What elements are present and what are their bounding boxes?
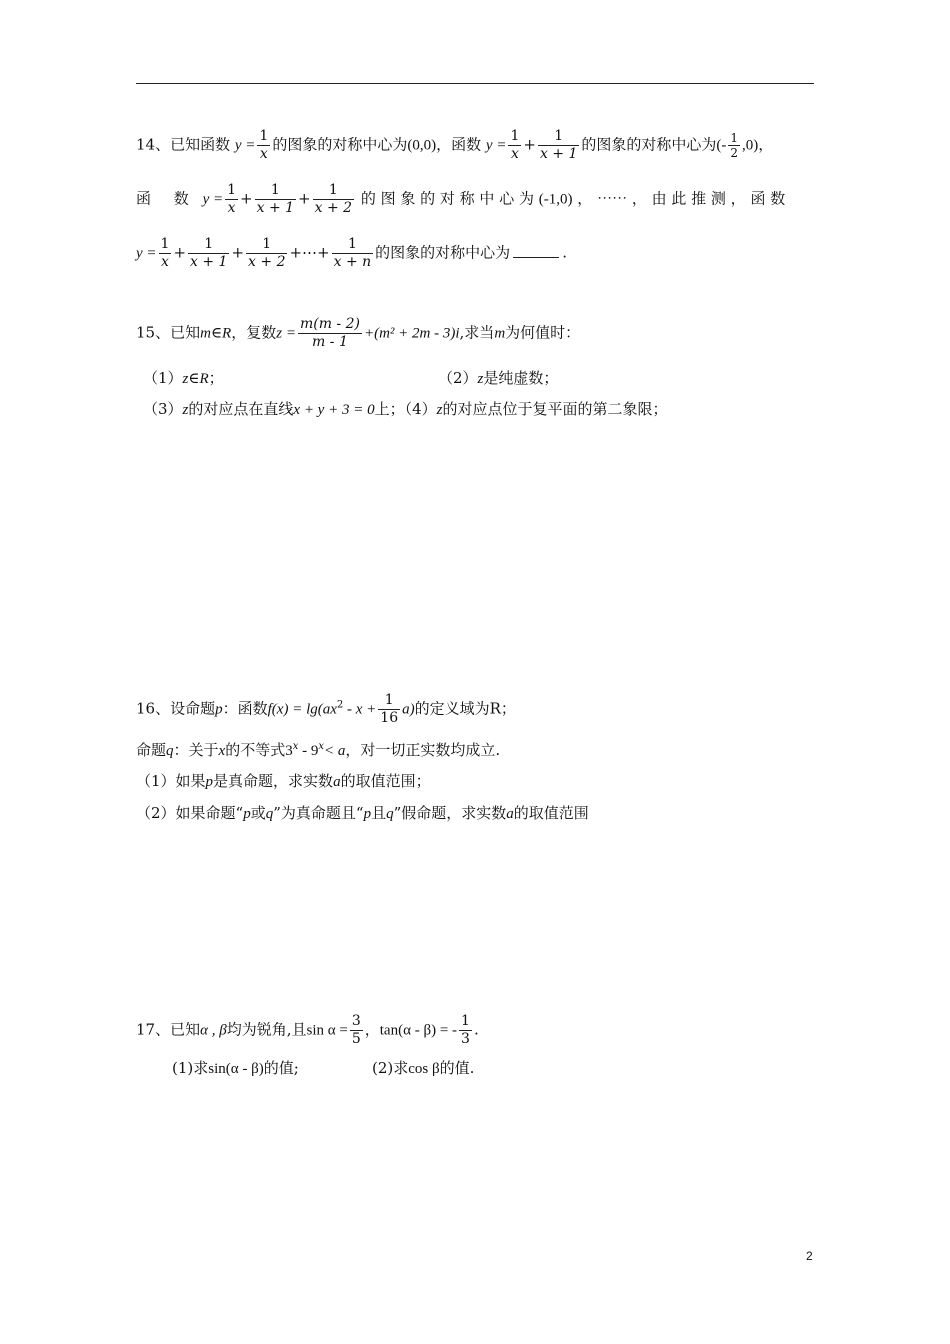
math: sin α = <box>306 1022 348 1039</box>
math: + <box>173 243 187 262</box>
q14-line-2 <box>136 182 785 217</box>
math: q <box>166 743 174 759</box>
fraction <box>255 182 296 217</box>
denominator: 5 <box>351 1031 361 1047</box>
text: 的取值范围 <box>513 804 589 822</box>
math: 3 <box>285 743 293 759</box>
denominator: x + 1 <box>256 200 295 216</box>
denominator: 2 <box>730 146 739 160</box>
fraction <box>257 128 270 163</box>
text: 的图象的对称中心为 <box>272 135 408 154</box>
math: a <box>506 806 514 822</box>
text: 函 数 <box>136 189 198 208</box>
denominator: x + 1 <box>190 254 228 270</box>
math: z <box>477 371 484 387</box>
fraction <box>728 131 740 160</box>
denominator: x <box>259 146 268 162</box>
numerator: 1 <box>259 128 269 144</box>
denominator: x + 1 <box>539 146 578 162</box>
denominator: x <box>161 254 169 270</box>
question-number: 17、 <box>136 1020 171 1039</box>
text: 的图象的对称中心为 <box>581 135 717 154</box>
math: a) <box>402 701 415 718</box>
text: （2） <box>438 369 478 387</box>
fraction <box>246 236 287 271</box>
text: 或 <box>250 804 266 822</box>
fraction <box>459 1013 472 1048</box>
math: y = <box>202 191 224 208</box>
text: 设命题 <box>170 699 216 718</box>
text: 已知 <box>170 1020 201 1039</box>
denominator: x <box>510 146 519 162</box>
math: a <box>333 774 341 790</box>
math: f(x) = lg(ax <box>267 701 337 718</box>
text: ”假命题，求实数 <box>393 804 507 822</box>
denominator: 16 <box>380 710 399 726</box>
text: 的不等式 <box>225 741 286 759</box>
math: x <box>292 741 299 752</box>
q15-part-3-4 <box>143 399 668 420</box>
text: ,求当 <box>459 323 495 342</box>
denominator: x + 2 <box>248 254 286 270</box>
text: 的值. <box>439 1059 475 1077</box>
fraction <box>350 1013 363 1048</box>
text: ，函数 <box>436 135 482 154</box>
text: 的对应点在直线 <box>188 400 294 418</box>
text: (1)求 <box>172 1059 209 1077</box>
fraction <box>159 236 172 271</box>
text: ， <box>758 135 774 154</box>
page-number: 2 <box>806 1249 813 1263</box>
math: + <box>240 189 253 208</box>
math: + <box>523 135 536 154</box>
text: （3） <box>143 400 183 418</box>
math: x + y + 3 = 0 <box>293 402 375 418</box>
fraction <box>225 182 238 217</box>
numerator: 1 <box>160 236 170 252</box>
text: （4） <box>404 400 437 418</box>
q16-sub-2 <box>136 803 589 824</box>
text: 为何值时： <box>505 323 581 342</box>
math: tan(α - β) = - <box>379 1022 458 1039</box>
math: < a <box>324 743 346 759</box>
math: z∈R <box>182 371 209 387</box>
numerator: 1 <box>730 131 739 145</box>
text: 且 <box>371 804 387 822</box>
math: cos β <box>408 1061 440 1077</box>
denominator: x <box>227 200 236 216</box>
numerator: 1 <box>332 236 374 254</box>
math: z = <box>276 325 296 342</box>
q14-line-3 <box>136 236 567 271</box>
math: z <box>182 402 189 418</box>
math: + <box>231 243 245 262</box>
math: q <box>265 806 274 822</box>
math: p <box>215 701 223 718</box>
math: p <box>205 774 214 790</box>
math: 2 <box>336 699 344 711</box>
q15-line-1 <box>136 316 580 351</box>
fraction <box>538 128 579 163</box>
text: 均为锐角,且 <box>226 1020 307 1039</box>
numerator: 1 <box>461 1013 470 1029</box>
q17-part-1 <box>172 1058 299 1079</box>
text: 的值; <box>263 1059 299 1077</box>
text: ， ⋯⋯ ， 由 此 推 测 ， 函 数 <box>577 189 786 208</box>
fraction <box>508 128 521 163</box>
text: ，对一切正实数均成立. <box>345 741 501 759</box>
denominator: x + n <box>333 254 372 270</box>
math: (0,0) <box>407 137 437 154</box>
math: m∈R <box>200 325 232 342</box>
fraction <box>378 692 400 727</box>
numerator: m(m - 2) <box>299 316 360 332</box>
text: . <box>473 1020 479 1039</box>
math: +(m² + 2m - 3)i <box>363 325 460 342</box>
fraction <box>332 236 374 271</box>
text: ； <box>208 369 224 387</box>
fraction <box>188 236 229 271</box>
text: 是纯虚数； <box>483 369 559 387</box>
math: x <box>218 743 226 759</box>
text: . <box>562 243 567 262</box>
text: ，复数 <box>231 323 277 342</box>
numerator: 1 <box>538 128 579 146</box>
text: （1） <box>143 369 183 387</box>
question-number: 14、 <box>136 135 171 154</box>
math: +⋯+ <box>289 243 330 262</box>
math: p <box>243 806 251 822</box>
math: y = <box>234 137 256 154</box>
text: (2)求 <box>372 1059 409 1077</box>
math: (- <box>716 137 727 154</box>
math: y = <box>136 245 157 262</box>
fraction <box>313 182 354 217</box>
text: 上； <box>374 400 405 418</box>
math: p <box>363 806 372 822</box>
math: m <box>494 325 506 342</box>
numerator: 1 <box>378 692 400 710</box>
math: x <box>318 741 324 752</box>
text: ：函数 <box>222 699 268 718</box>
header-rule <box>136 83 814 84</box>
fraction <box>298 316 362 351</box>
numerator: 1 <box>246 236 287 254</box>
q16-line-2 <box>136 737 500 761</box>
text: ：关于 <box>173 741 219 759</box>
numerator: 1 <box>188 236 229 254</box>
math: - x + <box>343 701 377 718</box>
q17-part-2 <box>372 1058 474 1079</box>
math: ,0) <box>742 137 759 154</box>
math: - 9 <box>298 743 319 759</box>
q16-sub-1 <box>136 771 431 792</box>
text: 是真命题，求实数 <box>213 772 334 790</box>
text: 的对应点位于复平面的第二象限； <box>442 400 668 418</box>
denominator: x + 2 <box>314 200 353 216</box>
text: ”为真命题且“ <box>273 804 364 822</box>
q14-line-1 <box>136 128 773 163</box>
text: （1）如果 <box>136 772 206 790</box>
numerator: 1 <box>255 182 296 200</box>
text: 已知 <box>170 323 201 342</box>
math: α , β <box>200 1022 227 1039</box>
text: 的定义域为R； <box>414 699 516 718</box>
math: q <box>386 806 394 822</box>
text: 已知函数 <box>170 135 231 154</box>
math: y = <box>485 137 507 154</box>
question-number: 15、 <box>136 323 171 342</box>
q15-part-1 <box>143 368 224 389</box>
text: 的取值范围； <box>340 772 431 790</box>
math: + <box>298 189 311 208</box>
text: 的 图 象 的 对 称 中 心 为 <box>360 189 534 208</box>
text: ， <box>364 1020 380 1039</box>
q17-line-1 <box>136 1013 479 1048</box>
math: sin(α - β) <box>208 1061 264 1077</box>
math: z <box>436 402 443 418</box>
numerator: 1 <box>313 182 354 200</box>
text: （2）如果命题“ <box>136 804 244 822</box>
text: 的图象的对称中心为 <box>375 243 511 262</box>
numerator: 1 <box>510 128 520 144</box>
denominator: m - 1 <box>312 334 348 350</box>
question-number: 16、 <box>136 699 171 718</box>
math: (-1,0) <box>538 191 573 208</box>
answer-blank[interactable] <box>513 257 559 258</box>
denominator: 3 <box>461 1031 470 1047</box>
text: 命题 <box>136 741 167 759</box>
q16-line-1 <box>136 692 516 727</box>
numerator: 3 <box>351 1013 361 1029</box>
numerator: 1 <box>227 182 237 198</box>
q15-part-2 <box>438 368 558 389</box>
